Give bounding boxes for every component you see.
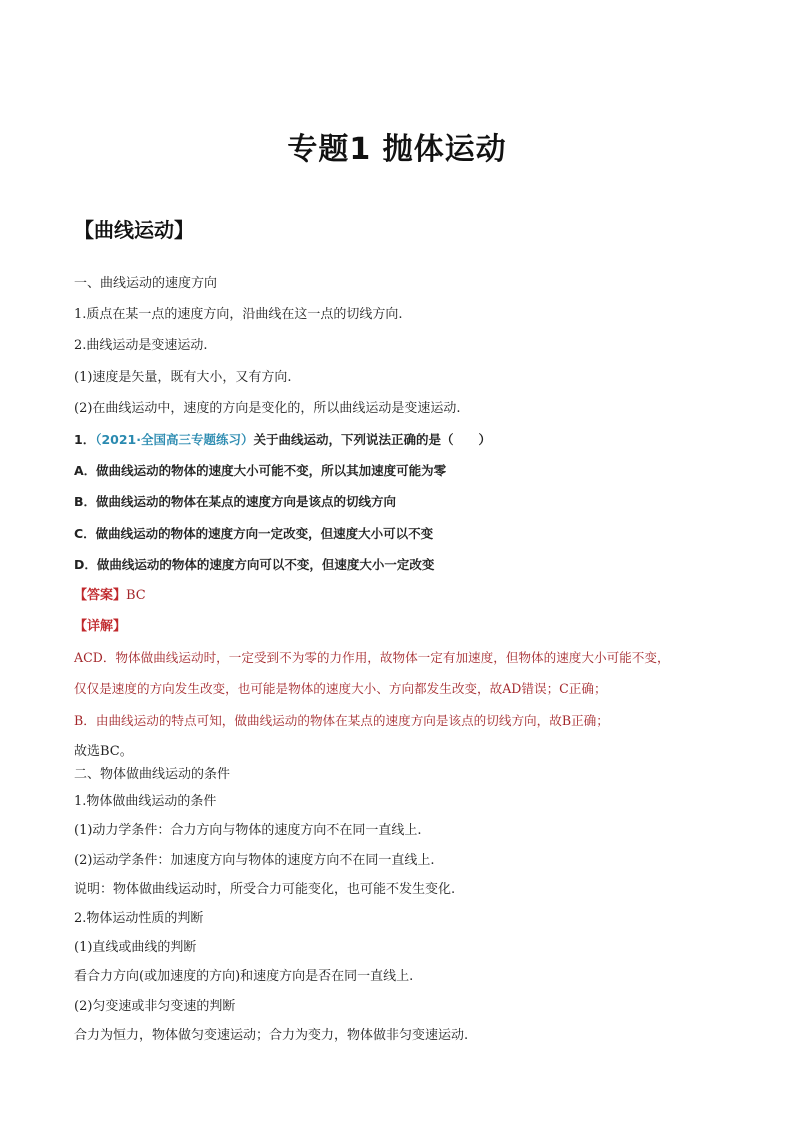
detail-label-line — [74, 611, 734, 642]
page-title: 专题1 抛体运动 — [287, 132, 507, 167]
part1-heading: 一、曲线运动的速度方向 — [74, 276, 218, 291]
document-body — [74, 268, 734, 1051]
part2-heading: 二、物体做曲线运动的条件 — [74, 767, 231, 782]
answer-label: 【答案】 — [74, 587, 127, 603]
text-line: (1)速度是矢量，既有大小，又有方向. — [74, 369, 292, 385]
answer-line — [74, 580, 734, 611]
text-line: (1)直线或曲线的判断 — [74, 940, 197, 956]
section-heading: 【曲线运动】 — [74, 218, 194, 242]
question-number: 1． — [74, 431, 96, 447]
detail-line: ACD．物体做曲线运动时，一定受到不为零的力作用，故物体一定有加速度，但物体的速度大小可能不变， — [74, 650, 670, 666]
text-line: 说明：物体做曲线运动时，所受合力可能变化，也可能不发生变化. — [74, 881, 456, 897]
text-line: 2.曲线运动是变速运动. — [74, 338, 208, 354]
text-line: 2.物体运动性质的判断 — [74, 910, 204, 926]
text-line: (2)在曲线运动中，速度的方向是变化的，所以曲线运动是变速运动. — [74, 400, 461, 416]
question-stem-line — [74, 424, 734, 455]
text-line: (2)匀变速或非匀变速的判断 — [74, 998, 236, 1014]
detail-line: 仅仅是速度的方向发生改变，也可能是物体的速度大小、方向都发生改变，故AD错误；C正确； — [74, 681, 607, 697]
question-source: （2021·全国高三专题练习） — [95, 431, 254, 447]
detail-line: 故选BC。 — [74, 743, 133, 759]
text-line: 看合力方向(或加速度的方向)和速度方向是否在同一直线上. — [74, 969, 414, 985]
option-d: D．做曲线运动的物体的速度方向可以不变，但速度大小一定改变 — [74, 556, 435, 572]
option-b: B．做曲线运动的物体在某点的速度方向是该点的切线方向 — [74, 494, 397, 510]
text-line: (1)动力学条件：合力方向与物体的速度方向不在同一直线上. — [74, 823, 422, 839]
text-line: 合力为恒力，物体做匀变速运动；合力为变力，物体做非匀变速运动. — [74, 1027, 469, 1043]
option-a: A．做曲线运动的物体的速度大小可能不变，所以其加速度可能为零 — [74, 463, 447, 479]
detail-label: 【详解】 — [74, 619, 127, 635]
detail-line: B．由曲线运动的特点可知，做曲线运动的物体在某点的速度方向是该点的切线方向，故B正确； — [74, 712, 609, 728]
text-line: 1.物体做曲线运动的条件 — [74, 794, 217, 810]
text-line: (2)运动学条件：加速度方向与物体的速度方向不在同一直线上. — [74, 852, 435, 868]
answer-value: BC — [126, 587, 146, 603]
question-stem: 关于曲线运动，下列说法正确的是（ ） — [253, 431, 492, 447]
option-c: C．做曲线运动的物体的速度方向一定改变，但速度大小可以不变 — [74, 525, 434, 541]
text-line: 1.质点在某一点的速度方向，沿曲线在这一点的切线方向. — [74, 307, 403, 323]
